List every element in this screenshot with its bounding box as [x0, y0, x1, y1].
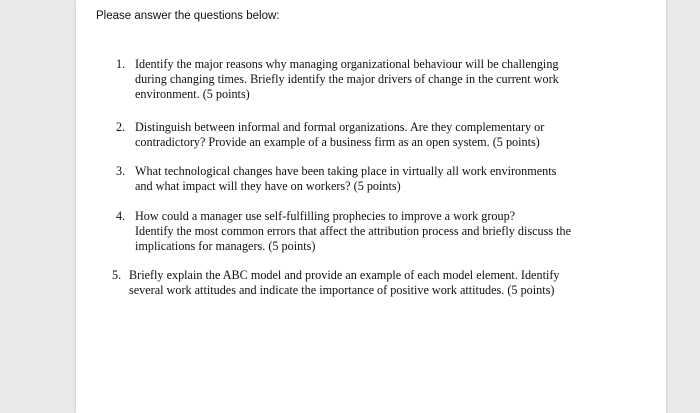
question-text-line: Identify the major reasons why managing organizational behaviour will be challenging [135, 57, 559, 71]
instructions-heading: Please answer the questions below: [96, 10, 280, 22]
question-number: 2. [116, 120, 126, 134]
question-text-line: Identify the most common errors that affect the attribution process and briefly discuss the [135, 224, 572, 238]
question-text-line: several work attitudes and indicate the importance of positive work attitudes. (5 points) [129, 283, 555, 297]
question-5 [112, 268, 560, 298]
question-text-line: Distinguish between informal and formal organizations. Are they complementary or [135, 120, 545, 134]
question-number: 4. [116, 209, 126, 223]
question-number: 1. [116, 57, 126, 71]
question-text-line: environment. (5 points) [135, 87, 250, 101]
question-text-line: and what impact will they have on workers? (5 points) [135, 179, 401, 193]
question-text-line: Briefly explain the ABC model and provide an example of each model element. Identify [129, 268, 560, 282]
question-text-line: What technological changes have been taking place in virtually all work environments [135, 164, 557, 178]
question-2 [116, 120, 544, 150]
question-4 [116, 209, 571, 254]
document-page [76, 0, 666, 413]
question-text-line: during changing times. Briefly identify the major drivers of change in the current work [135, 72, 559, 86]
question-3 [116, 164, 556, 194]
question-number: 3. [116, 164, 126, 178]
question-1 [116, 57, 559, 102]
question-text-line: contradictory? Provide an example of a business firm as an open system. (5 points) [135, 135, 540, 149]
question-text-line: implications for managers. (5 points) [135, 239, 316, 253]
question-number: 5. [112, 268, 122, 282]
question-text-line: How could a manager use self-fulfilling prophecies to improve a work group? [135, 209, 516, 223]
